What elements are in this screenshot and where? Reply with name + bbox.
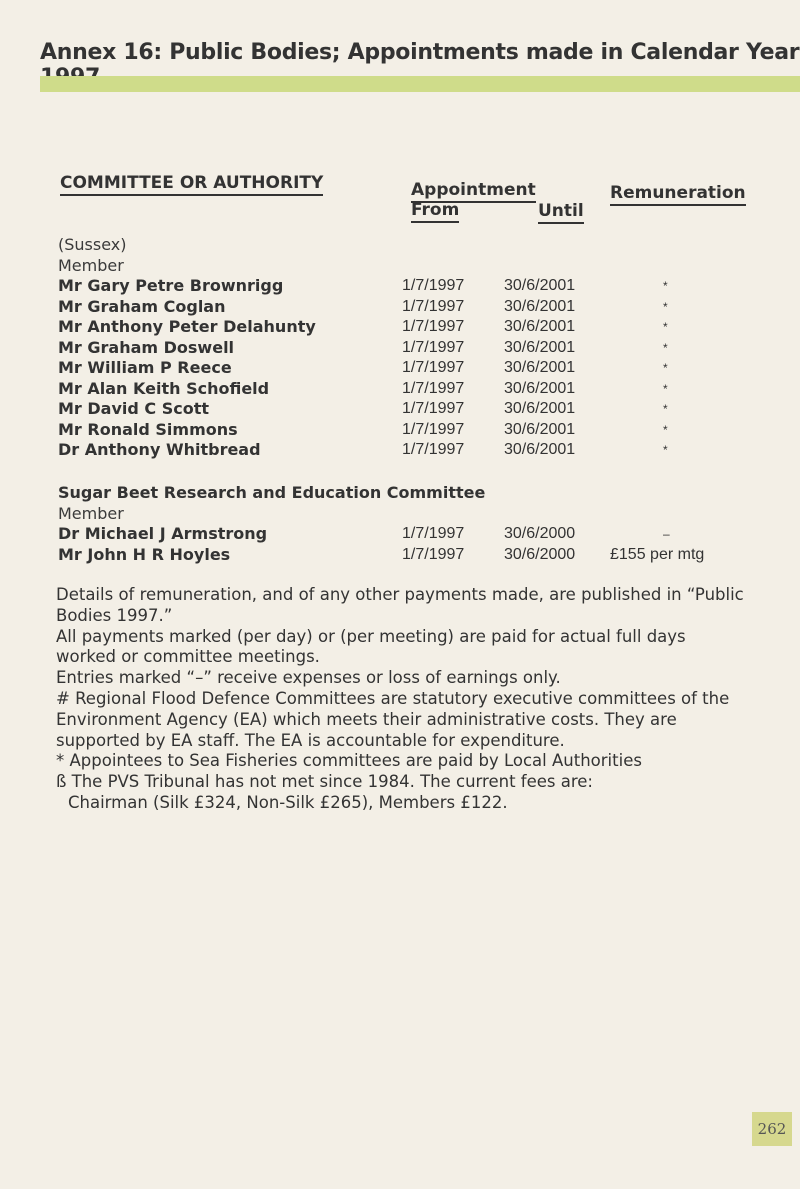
section-title: Sugar Beet Research and Education Committee <box>58 483 486 502</box>
note-payments: All payments marked (per day) or (per meeting) are paid for actual full days worked or committee meetings. <box>56 626 686 667</box>
appointment-column-header: Appointment <box>411 180 536 200</box>
remuneration: * <box>663 320 668 334</box>
member-name: Mr David C Scott <box>58 399 210 418</box>
table-row <box>58 338 778 359</box>
note-sea-fisheries: * Appointees to Sea Fisheries committees are paid by Local Authorities <box>56 751 642 771</box>
title-rule <box>40 76 800 92</box>
member-name: Mr Ronald Simmons <box>58 419 238 439</box>
until-date: 30/6/2001 <box>504 420 576 438</box>
table-row <box>58 297 778 318</box>
from-date: 1/7/1997 <box>402 545 465 563</box>
remuneration: – <box>663 527 670 541</box>
note-remuneration-details: Details of remuneration, and of any other payments made, are published in “Public Bodies 1997.” <box>56 585 744 625</box>
note-pvs-tribunal: ß The PVS Tribunal has not met since 1984. The current fees are: <box>56 772 593 792</box>
table-row <box>58 440 778 461</box>
table-row <box>58 276 778 297</box>
remuneration: * <box>663 422 668 437</box>
from-date: 1/7/1997 <box>402 297 465 315</box>
remuneration: * <box>663 402 668 416</box>
remuneration-column-header: Remuneration <box>610 183 746 203</box>
table-row <box>58 317 778 338</box>
page-number: 262 <box>752 1112 792 1146</box>
until-date: 30/6/2000 <box>504 525 576 542</box>
note-dash-entries: Entries marked “–” receive expenses or loss of earnings only. <box>56 668 561 688</box>
remuneration: * <box>663 443 668 457</box>
table-row <box>58 358 778 379</box>
member-name: Mr Alan Keith Schofield <box>58 378 270 398</box>
table-row <box>58 399 778 420</box>
remuneration: £155 per mtg <box>610 545 705 563</box>
from-date: 1/7/1997 <box>402 400 465 417</box>
from-date: 1/7/1997 <box>402 420 465 438</box>
member-name: Dr Anthony Whitbread <box>58 440 261 459</box>
from-date: 1/7/1997 <box>402 318 465 335</box>
remuneration: * <box>663 340 668 355</box>
committee-column-header: COMMITTEE OR AUTHORITY <box>60 173 323 193</box>
rows-sussex <box>58 276 778 461</box>
section-sussex <box>58 234 778 461</box>
remuneration: * <box>663 381 668 396</box>
from-date: 1/7/1997 <box>402 338 465 356</box>
member-name: Mr Graham Coglan <box>58 296 226 316</box>
until-date: 30/6/2000 <box>504 545 576 563</box>
remuneration: * <box>663 299 668 314</box>
from-date: 1/7/1997 <box>402 525 465 542</box>
until-date: 30/6/2001 <box>504 359 576 376</box>
until-date: 30/6/2001 <box>504 379 576 397</box>
member-name: Mr John H R Hoyles <box>58 544 231 564</box>
from-date: 1/7/1997 <box>402 441 465 458</box>
from-date: 1/7/1997 <box>402 379 465 397</box>
member-name: Mr Gary Petre Brownrigg <box>58 276 284 295</box>
from-date: 1/7/1997 <box>402 359 465 376</box>
section-role: Member <box>58 256 124 275</box>
table-row <box>58 379 778 400</box>
until-date: 30/6/2001 <box>504 318 576 335</box>
page-title: Annex 16: Public Bodies; Appointments made in Calendar Year <box>40 40 800 65</box>
until-date: 30/6/2001 <box>504 400 576 417</box>
remuneration: * <box>663 361 668 375</box>
until-date: 30/6/2001 <box>504 441 576 458</box>
section-role: Member <box>58 504 124 523</box>
from-date: 1/7/1997 <box>402 277 465 294</box>
note-flood-defence: # Regional Flood Defence Committees are statutory executive committees of the Environment Agency (EA) which meets their administrative costs. They are supported by EA staff. The EA is accountable for expenditure. <box>56 688 730 750</box>
table-row <box>58 545 778 566</box>
member-name: Mr William P Reece <box>58 358 232 377</box>
member-name: Dr Michael J Armstrong <box>58 524 268 543</box>
member-name: Mr Anthony Peter Delahunty <box>58 317 316 336</box>
table-row <box>58 420 778 441</box>
until-date: 30/6/2001 <box>504 297 576 315</box>
remuneration: * <box>663 279 668 293</box>
note-pvs-fees: Chairman (Silk £324, Non-Silk £265), Members £122. <box>68 792 508 812</box>
until-column-header: Until <box>538 201 584 221</box>
until-date: 30/6/2001 <box>504 338 576 356</box>
until-date: 30/6/2001 <box>504 277 576 294</box>
section-title: (Sussex) <box>58 235 127 254</box>
rows-sugar-beet <box>58 524 778 565</box>
from-column-header: From <box>411 200 459 220</box>
member-name: Mr Graham Doswell <box>58 337 235 357</box>
table-row <box>58 524 778 545</box>
section-sugar-beet <box>58 482 778 565</box>
footnotes <box>56 585 746 814</box>
